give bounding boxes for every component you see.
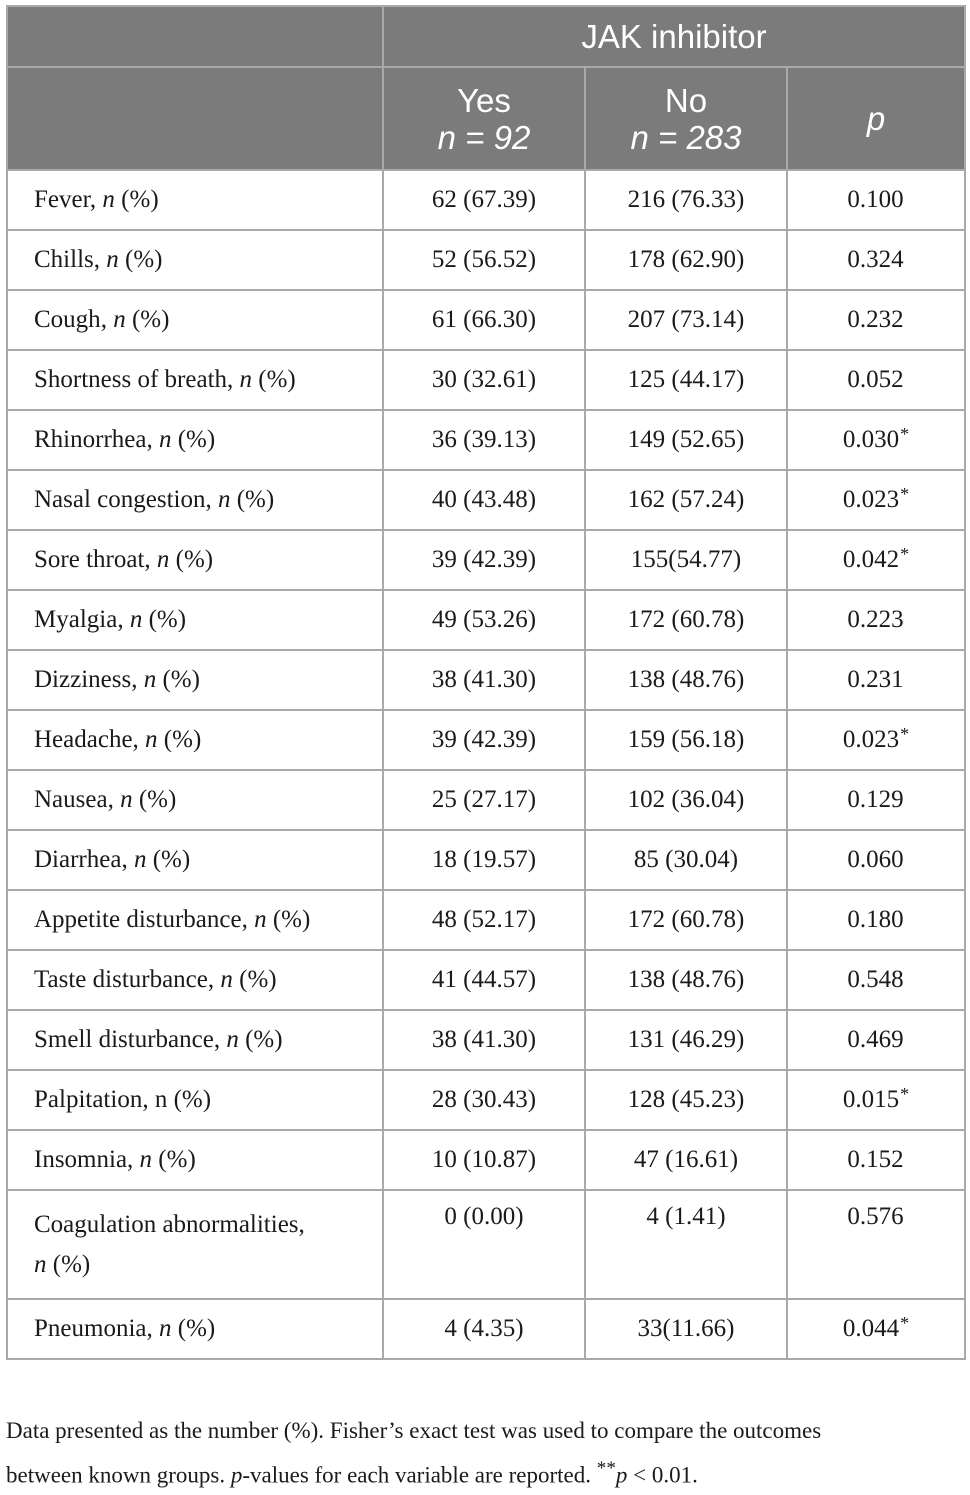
no-value-cell: 33(11.66) <box>585 1299 787 1359</box>
footnote-p-symbol: p <box>615 1462 628 1488</box>
row-unit: , n (%) <box>93 246 163 273</box>
table-row <box>7 950 965 1010</box>
no-value-cell: 138 (48.76) <box>585 950 787 1010</box>
table-row <box>7 230 965 290</box>
row-label-cell <box>7 950 383 1010</box>
n-symbol: n <box>113 306 126 333</box>
n-symbol: n <box>217 486 231 513</box>
row-label: Cough <box>34 306 101 333</box>
n-symbol: n <box>226 1026 239 1053</box>
row-unit: , n (%) <box>213 1026 283 1053</box>
yes-value-cell: 40 (43.48) <box>383 470 585 530</box>
yes-value-cell: 25 (27.17) <box>383 770 585 830</box>
p-value-cell <box>787 350 965 410</box>
p-value-cell <box>787 1190 965 1299</box>
n-symbol: n <box>143 666 157 693</box>
p-value-cell <box>787 590 965 650</box>
column-header-no-n: n = 283 <box>630 118 742 156</box>
row-label-cell <box>7 650 383 710</box>
row-label-cell <box>7 1070 383 1130</box>
row-unit: , n (%) <box>121 846 191 873</box>
yes-value-cell: 39 (42.39) <box>383 530 585 590</box>
table-row <box>7 530 965 590</box>
column-header-no <box>585 67 787 170</box>
table-row <box>7 470 965 530</box>
row-label: Taste disturbance <box>34 966 208 993</box>
yes-value-cell: 39 (42.39) <box>383 710 585 770</box>
row-unit: , n (%) <box>132 726 202 753</box>
p-value: 0.044 <box>842 1315 900 1342</box>
row-label: Diarrhea <box>34 846 122 873</box>
p-value: 0.232 <box>847 306 904 333</box>
p-value-cell <box>787 1299 965 1359</box>
p-value-cell <box>787 290 965 350</box>
yes-value-cell: 48 (52.17) <box>383 890 585 950</box>
n-symbol: n <box>129 606 143 633</box>
row-label-cell <box>7 410 383 470</box>
column-header-yes-label: Yes <box>457 81 511 119</box>
row-unit: , n (%) <box>131 666 200 693</box>
no-value-cell: 131 (46.29) <box>585 1010 787 1070</box>
p-value-cell <box>787 530 965 590</box>
yes-value-cell: 18 (19.57) <box>383 830 585 890</box>
p-value: 0.015 <box>842 1086 900 1113</box>
table-row <box>7 830 965 890</box>
column-header-yes <box>383 67 585 170</box>
yes-value-cell: 62 (67.39) <box>383 170 585 230</box>
p-value: 0.030 <box>842 426 900 453</box>
no-value-cell: 172 (60.78) <box>585 590 787 650</box>
table-row <box>7 1190 965 1299</box>
row-unit: , n (%) <box>107 786 177 813</box>
n-symbol: n <box>102 186 115 213</box>
p-value: 0.129 <box>847 786 904 813</box>
table-row <box>7 710 965 770</box>
p-value-cell <box>787 830 965 890</box>
no-value-cell: 4 (1.41) <box>585 1190 787 1299</box>
table-row <box>7 350 965 410</box>
row-unit: , n (%) <box>227 366 296 393</box>
p-value: 0.052 <box>847 366 904 393</box>
p-value: 0.060 <box>847 846 904 873</box>
row-unit: , n (%) <box>146 1315 216 1342</box>
p-value-cell <box>787 710 965 770</box>
footnote-line-1: Data presented as the number (%). Fisher’s exact test was used to compare the outcomes <box>6 1418 822 1443</box>
column-header-yes-n: n = 92 <box>437 118 531 156</box>
row-label: Sore throat <box>34 546 145 573</box>
row-unit: , n (%) <box>146 426 216 453</box>
footnote-p-symbol: p <box>230 1462 243 1488</box>
table-row <box>7 890 965 950</box>
yes-value-cell: 36 (39.13) <box>383 410 585 470</box>
row-label: Palpitation <box>34 1086 143 1113</box>
table-row <box>7 1010 965 1070</box>
header-row-columns <box>7 67 965 170</box>
no-value-cell: 125 (44.17) <box>585 350 787 410</box>
row-unit: , n (%) <box>144 546 214 573</box>
header-empty-cell <box>7 6 383 67</box>
row-label-cell <box>7 530 383 590</box>
header-empty-cell <box>7 67 383 170</box>
table-footnote <box>6 1412 966 1495</box>
no-value-cell: 172 (60.78) <box>585 890 787 950</box>
p-value: 0.023 <box>842 486 900 513</box>
p-value-cell <box>787 410 965 470</box>
column-header-p <box>787 67 965 170</box>
footnote-text: between known groups. <box>6 1462 231 1488</box>
p-value: 0.223 <box>847 606 904 633</box>
row-label-cell <box>7 590 383 650</box>
row-label-cell <box>7 1190 383 1299</box>
row-label-cell <box>7 290 383 350</box>
row-unit: , n (%) <box>241 906 311 933</box>
n-symbol: n <box>220 966 233 993</box>
row-label-cell <box>7 770 383 830</box>
row-label: Pneumonia <box>34 1315 147 1342</box>
row-label-cell <box>7 710 383 770</box>
p-value-cell <box>787 1130 965 1190</box>
yes-value-cell: 30 (32.61) <box>383 350 585 410</box>
footnote-text: -values for each variable are reported. <box>242 1462 597 1488</box>
n-symbol: n <box>254 906 267 933</box>
row-label-cell <box>7 1130 383 1190</box>
row-label: Rhinorrhea <box>34 426 147 453</box>
p-value-cell <box>787 950 965 1010</box>
footnote-stars: ** <box>596 1458 616 1479</box>
p-value: 0.152 <box>847 1146 904 1173</box>
p-value: 0.042 <box>842 546 900 573</box>
row-label: Smell disturbance <box>34 1026 214 1053</box>
row-label: Shortness of breath <box>34 366 228 393</box>
n-symbol: n <box>120 786 133 813</box>
row-label: Nausea <box>34 786 108 813</box>
row-label: Dizziness <box>34 666 132 693</box>
p-value-cell <box>787 1010 965 1070</box>
yes-value-cell: 38 (41.30) <box>383 1010 585 1070</box>
row-label: Fever <box>34 186 90 213</box>
no-value-cell: 216 (76.33) <box>585 170 787 230</box>
n-symbol: n <box>145 726 158 753</box>
row-label-cell <box>7 470 383 530</box>
row-label: Coagulation abnormalities, <box>34 1210 305 1238</box>
table-row <box>7 410 965 470</box>
yes-value-cell: 49 (53.26) <box>383 590 585 650</box>
significance-marker: * <box>900 724 910 744</box>
row-unit: , n (%) <box>89 186 159 213</box>
row-label: Insomnia <box>34 1146 128 1173</box>
n-symbol: n <box>158 426 172 453</box>
no-value-cell: 47 (16.61) <box>585 1130 787 1190</box>
n-symbol: n <box>106 246 119 273</box>
significance-marker: * <box>900 484 910 504</box>
p-value-cell <box>787 470 965 530</box>
p-value-cell <box>787 650 965 710</box>
no-value-cell: 159 (56.18) <box>585 710 787 770</box>
p-value-cell <box>787 230 965 290</box>
significance-marker: * <box>900 1313 910 1333</box>
no-value-cell: 155(54.77) <box>585 530 787 590</box>
n-symbol: n <box>239 366 253 393</box>
row-unit: , n (%) <box>142 1086 212 1113</box>
table-row <box>7 290 965 350</box>
row-unit: , n (%) <box>207 966 277 993</box>
yes-value-cell: 61 (66.30) <box>383 290 585 350</box>
table-row <box>7 170 965 230</box>
table-body <box>7 170 965 1359</box>
yes-value-cell: 0 (0.00) <box>383 1190 585 1299</box>
footnote-text: < 0.01. <box>627 1462 698 1488</box>
p-value-cell <box>787 770 965 830</box>
p-value-cell <box>787 170 965 230</box>
row-unit: , n (%) <box>127 1146 196 1173</box>
no-value-cell: 162 (57.24) <box>585 470 787 530</box>
table-row <box>7 1070 965 1130</box>
n-symbol: n <box>159 1315 172 1342</box>
yes-value-cell: 52 (56.52) <box>383 230 585 290</box>
yes-value-cell: 28 (30.43) <box>383 1070 585 1130</box>
p-value: 0.023 <box>842 726 900 753</box>
table-row <box>7 650 965 710</box>
p-value: 0.576 <box>847 1203 904 1230</box>
p-value-cell <box>787 1070 965 1130</box>
header-row-group <box>7 6 965 67</box>
row-unit: n (%) <box>34 1250 91 1278</box>
p-value: 0.100 <box>847 186 904 213</box>
symptoms-table <box>6 5 966 1360</box>
row-label-cell <box>7 1010 383 1070</box>
row-label: Chills <box>34 246 94 273</box>
row-label-cell <box>7 830 383 890</box>
significance-marker: * <box>900 544 910 564</box>
no-value-cell: 178 (62.90) <box>585 230 787 290</box>
row-unit: , n (%) <box>100 306 170 333</box>
yes-value-cell: 38 (41.30) <box>383 650 585 710</box>
column-header-p-label: p <box>866 100 886 137</box>
row-label-cell <box>7 170 383 230</box>
footnote-line-2 <box>6 1450 966 1495</box>
table-row <box>7 770 965 830</box>
p-value: 0.469 <box>847 1026 904 1053</box>
yes-value-cell: 4 (4.35) <box>383 1299 585 1359</box>
n-symbol: n <box>156 546 170 573</box>
p-value: 0.180 <box>847 906 904 933</box>
no-value-cell: 102 (36.04) <box>585 770 787 830</box>
p-value-cell <box>787 890 965 950</box>
p-value: 0.231 <box>847 666 904 693</box>
column-header-no-label: No <box>664 81 708 119</box>
row-label-cell <box>7 350 383 410</box>
row-label: Myalgia <box>34 606 118 633</box>
no-value-cell: 128 (45.23) <box>585 1070 787 1130</box>
row-unit: , n (%) <box>117 606 187 633</box>
row-unit: , n (%) <box>205 486 275 513</box>
n-symbol: n <box>139 1146 153 1173</box>
row-label-cell <box>7 1299 383 1359</box>
no-value-cell: 138 (48.76) <box>585 650 787 710</box>
n-symbol: n <box>133 846 147 873</box>
significance-marker: * <box>900 1084 910 1104</box>
row-label-cell <box>7 890 383 950</box>
p-value: 0.324 <box>847 246 904 273</box>
row-label: Appetite disturbance <box>34 906 242 933</box>
row-label: Headache <box>34 726 133 753</box>
table-row <box>7 590 965 650</box>
no-value-cell: 85 (30.04) <box>585 830 787 890</box>
results-table-container <box>6 5 964 1360</box>
table-row <box>7 1299 965 1359</box>
p-value: 0.548 <box>847 966 904 993</box>
table-row <box>7 1130 965 1190</box>
significance-marker: * <box>900 424 910 444</box>
yes-value-cell: 10 (10.87) <box>383 1130 585 1190</box>
row-label-cell <box>7 230 383 290</box>
n-symbol: n <box>34 1250 47 1278</box>
no-value-cell: 149 (52.65) <box>585 410 787 470</box>
group-header-jak-inhibitor: JAK inhibitor <box>383 6 965 67</box>
no-value-cell: 207 (73.14) <box>585 290 787 350</box>
row-label: Nasal congestion <box>34 486 206 513</box>
yes-value-cell: 41 (44.57) <box>383 950 585 1010</box>
